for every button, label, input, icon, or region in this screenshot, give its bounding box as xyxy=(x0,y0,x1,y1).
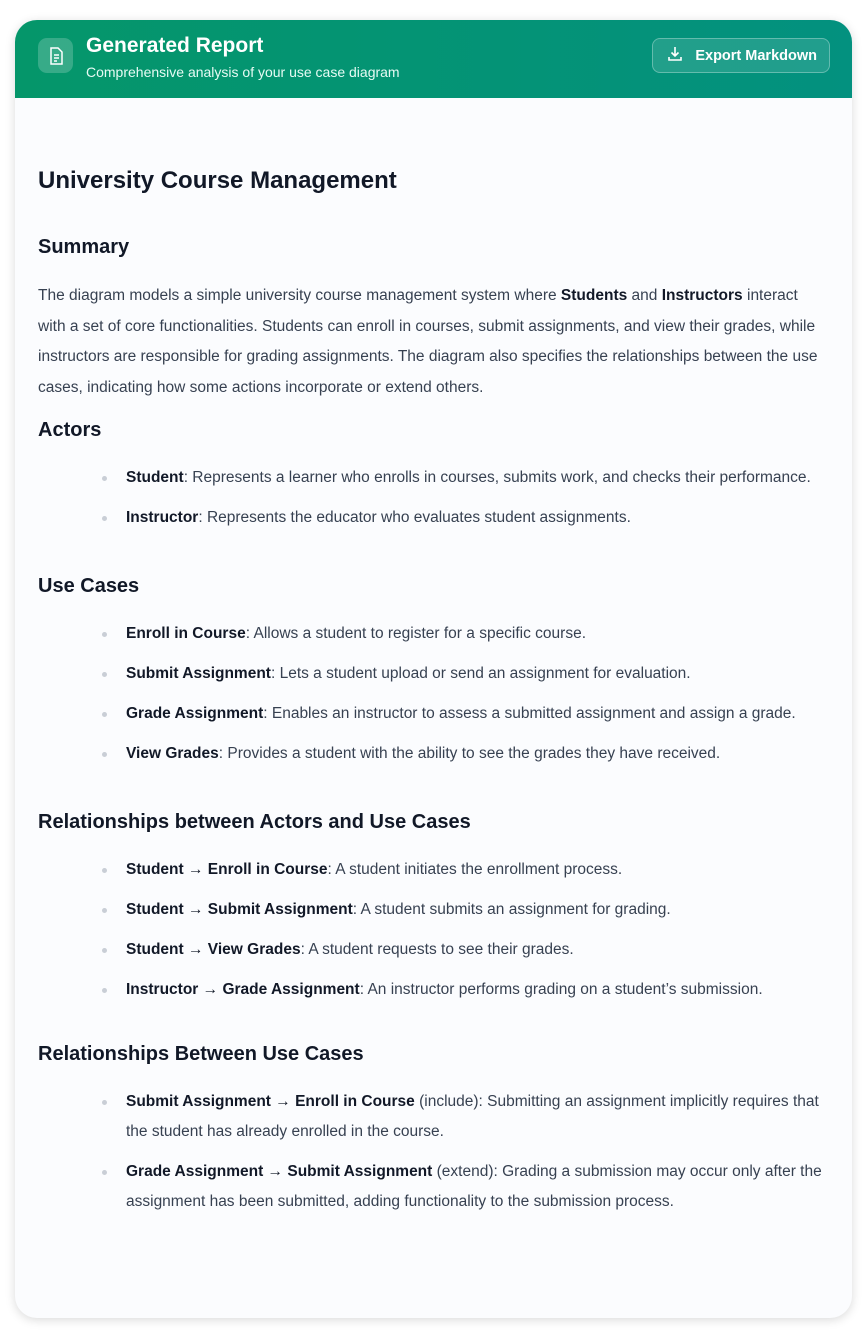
export-label: Export Markdown xyxy=(695,47,817,64)
item-term: Submit Assignment → Enroll in Course xyxy=(126,1093,415,1110)
section-list xyxy=(102,1087,829,1217)
item-term: Student xyxy=(126,469,184,486)
item-term: Instructor xyxy=(126,509,199,526)
list-item xyxy=(102,895,829,925)
report-content xyxy=(15,166,852,1217)
list-item xyxy=(102,739,829,769)
item-description: : Represents a learner who enrolls in courses, submits work, and checks their performance. xyxy=(183,469,811,486)
item-term: Grade Assignment → Submit Assignment xyxy=(126,1163,433,1180)
item-term: Instructor → Grade Assignment xyxy=(126,981,360,998)
list-item xyxy=(102,503,829,533)
list-item xyxy=(102,699,829,729)
item-description: : A student requests to see their grades. xyxy=(300,941,574,958)
section-list xyxy=(102,619,829,769)
section-heading: Actors xyxy=(38,419,102,441)
item-term: Student → View Grades xyxy=(126,941,301,958)
item-description: : A student submits an assignment for grading. xyxy=(352,901,671,918)
header-subtitle: Comprehensive analysis of your use case diagram xyxy=(86,64,400,80)
section-heading: Relationships between Actors and Use Cases xyxy=(38,811,471,833)
section-list xyxy=(102,855,829,1005)
list-item xyxy=(102,855,829,885)
section-list xyxy=(102,463,829,533)
export-markdown-button[interactable] xyxy=(652,38,830,73)
section-heading: Relationships Between Use Cases xyxy=(38,1043,364,1065)
item-term: View Grades xyxy=(126,745,219,762)
summary-text: The diagram models a simple university course management system where xyxy=(38,287,561,304)
item-description: : Provides a student with the ability to see the grades they have received. xyxy=(218,745,721,762)
item-term: Grade Assignment xyxy=(126,705,264,722)
list-item xyxy=(102,975,829,1005)
list-item xyxy=(102,463,829,493)
summary-text: interact with a set of core functionalities. Students can enroll in courses, submit assignments, and view their grades, while instructors are responsible for grading assignments. The diagram also specifies the relationships between the use cases, indicating how some actions incorporate or extend others. xyxy=(38,287,818,396)
item-description: : Lets a student upload or send an assignment for evaluation. xyxy=(270,665,691,682)
list-item xyxy=(102,935,829,965)
summary-heading: Summary xyxy=(38,236,130,258)
item-description: : Enables an instructor to assess a submitted assignment and assign a grade. xyxy=(263,705,796,722)
report-card xyxy=(15,20,852,1318)
item-description: : Allows a student to register for a specific course. xyxy=(245,625,587,642)
list-item xyxy=(102,619,829,649)
item-description: (include): Submitting an assignment implicitly requires that the student has already enrolled in the course. xyxy=(126,1093,819,1140)
item-description: : Represents the educator who evaluates student assignments. xyxy=(198,509,631,526)
item-term: Submit Assignment xyxy=(126,665,271,682)
summary-bold-text: Instructors xyxy=(661,287,743,304)
report-title: University Course Management xyxy=(38,167,397,194)
list-item xyxy=(102,1157,829,1217)
item-term: Enroll in Course xyxy=(126,625,246,642)
summary-bold-text: Students xyxy=(560,287,628,304)
item-description: (extend): Grading a submission may occur only after the assignment has been submitted, adding functionality to the submission process. xyxy=(126,1163,822,1210)
item-description: : A student initiates the enrollment process. xyxy=(327,861,623,878)
document-icon xyxy=(38,38,73,73)
item-term: Student → Submit Assignment xyxy=(126,901,353,918)
list-item xyxy=(102,659,829,689)
report-header xyxy=(15,20,852,98)
summary-paragraph xyxy=(38,281,829,403)
item-description: : An instructor performs grading on a student’s submission. xyxy=(359,981,763,998)
list-item xyxy=(102,1087,829,1147)
item-term: Student → Enroll in Course xyxy=(126,861,328,878)
summary-text: and xyxy=(627,287,662,304)
download-icon xyxy=(667,46,683,66)
header-title: Generated Report xyxy=(86,34,264,57)
section-heading: Use Cases xyxy=(38,575,140,597)
